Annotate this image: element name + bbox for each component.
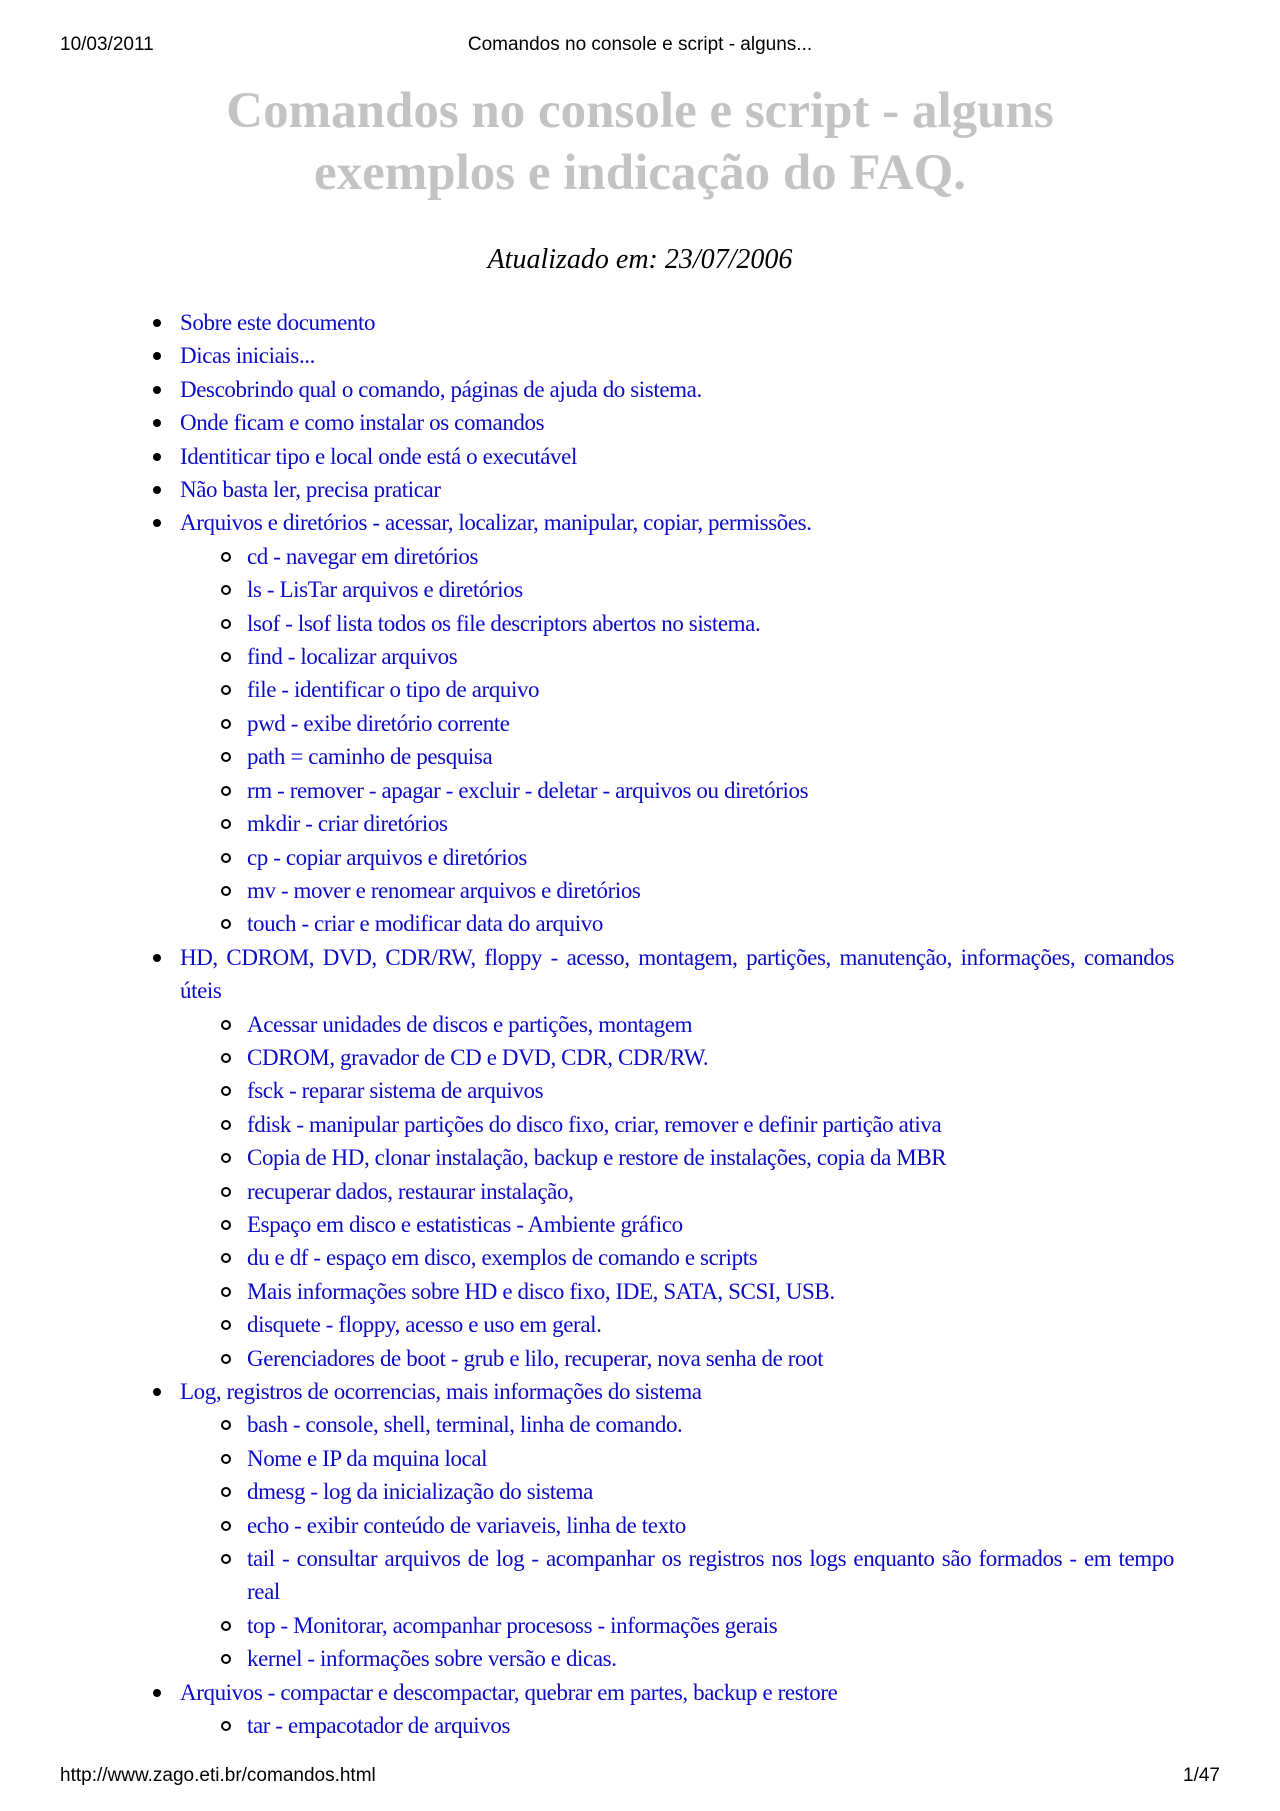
toc-link-text: cp - copiar arquivos e diretórios <box>247 844 527 870</box>
bullet-disc-icon <box>153 352 161 360</box>
bullet-circle-icon <box>221 1020 231 1030</box>
toc-link-text: Descobrindo qual o comando, páginas de ajuda do sistema. <box>180 376 702 402</box>
updated-date: Atualizado em: 23/07/2006 <box>487 244 793 275</box>
bullet-circle-icon <box>221 1153 231 1163</box>
bullet-circle-icon <box>221 1120 231 1130</box>
bullet-circle-icon <box>221 1621 231 1631</box>
toc-link-text: Copia de HD, clonar instalação, backup e restore de instalações, copia da MBR <box>247 1145 947 1171</box>
toc-sublink[interactable] <box>148 1108 1174 1141</box>
toc-sublink[interactable] <box>148 1141 1174 1174</box>
bullet-circle-icon <box>221 619 231 629</box>
toc-link-text: dmesg - log da inicialização do sistema <box>247 1479 593 1505</box>
bullet-circle-icon <box>221 1487 231 1497</box>
toc-sublink[interactable] <box>148 874 1174 907</box>
bullet-circle-icon <box>221 1053 231 1063</box>
bullet-disc-icon <box>153 519 161 527</box>
toc-sublink[interactable] <box>148 1308 1174 1341</box>
bullet-circle-icon <box>221 1721 231 1731</box>
toc-link-text: Espaço em disco e estatisticas - Ambiente gráfico <box>247 1211 683 1237</box>
page-title-line-1: Comandos no console e script - alguns <box>226 83 1054 139</box>
toc-link-text: Arquivos - compactar e descompactar, quebrar em partes, backup e restore <box>180 1679 838 1705</box>
toc-sublink[interactable] <box>148 1175 1174 1208</box>
toc-link-text: file - identificar o tipo de arquivo <box>247 677 540 703</box>
toc-sublink[interactable] <box>148 1709 1174 1742</box>
toc-link-text: kernel - informações sobre versão e dicas. <box>247 1646 617 1672</box>
toc-sublink[interactable] <box>148 1475 1174 1508</box>
toc-link[interactable] <box>148 1676 1174 1709</box>
bullet-circle-icon <box>221 552 231 562</box>
toc-sublink[interactable] <box>148 1542 1174 1609</box>
toc-sublink[interactable] <box>148 774 1174 807</box>
toc-link-text: Gerenciadores de boot - grub e lilo, recuperar, nova senha de root <box>247 1345 824 1371</box>
toc-link-text: CDROM, gravador de CD e DVD, CDR, CDR/RW. <box>247 1044 709 1070</box>
bullet-disc-icon <box>153 386 161 394</box>
bullet-circle-icon <box>221 752 231 762</box>
bullet-circle-icon <box>221 685 231 695</box>
bullet-disc-icon <box>153 1388 161 1396</box>
toc-link-text: mv - mover e renomear arquivos e diretórios <box>247 877 641 903</box>
toc-link-text: Acessar unidades de discos e partições, montagem <box>247 1011 693 1037</box>
toc-link-text: touch - criar e modificar data do arquivo <box>247 911 603 937</box>
toc-link-text: path = caminho de pesquisa <box>247 744 493 770</box>
toc-link[interactable] <box>148 440 1174 473</box>
toc-sublink[interactable] <box>148 1442 1174 1475</box>
bullet-disc-icon <box>153 954 161 962</box>
bullet-circle-icon <box>221 1253 231 1263</box>
bullet-circle-icon <box>221 1320 231 1330</box>
bullet-circle-icon <box>221 585 231 595</box>
toc-sublink[interactable] <box>148 673 1174 706</box>
toc-link-text: Sobre este documento <box>180 310 376 335</box>
toc-link-text: Nome e IP da mquina local <box>247 1445 488 1471</box>
toc-link[interactable] <box>148 1375 1174 1408</box>
toc-sublink[interactable] <box>148 1074 1174 1107</box>
toc-sublink[interactable] <box>148 1008 1174 1041</box>
print-page-number: 1/47 <box>1183 1765 1220 1786</box>
toc-link-text: Mais informações sobre HD e disco fixo, IDE, SATA, SCSI, USB. <box>247 1278 835 1304</box>
bullet-circle-icon <box>221 1554 231 1564</box>
toc-link-text: ls - LisTar arquivos e diretórios <box>247 577 523 603</box>
toc-link-text: cd - navegar em diretórios <box>247 543 478 569</box>
bullet-circle-icon <box>221 1521 231 1531</box>
toc-link[interactable] <box>148 373 1174 406</box>
toc-link[interactable] <box>148 473 1174 506</box>
toc-sublink[interactable] <box>148 1041 1174 1074</box>
toc-sublink[interactable] <box>148 807 1174 840</box>
toc-link-text: echo - exibir conteúdo de variaveis, linha de texto <box>247 1512 686 1538</box>
bullet-circle-icon <box>221 652 231 662</box>
toc-sublink[interactable] <box>148 1642 1174 1675</box>
toc-sublink[interactable] <box>148 1509 1174 1542</box>
bullet-circle-icon <box>221 819 231 829</box>
toc-sublink[interactable] <box>148 1241 1174 1274</box>
bullet-circle-icon <box>221 1354 231 1364</box>
toc-link[interactable] <box>148 306 1174 339</box>
toc-link-text: du e df - espaço em disco, exemplos de comando e scripts <box>247 1245 758 1271</box>
print-footer-url: http://www.zago.eti.br/comandos.html <box>60 1765 376 1786</box>
toc-link-text: tar - empacotador de arquivos <box>247 1713 511 1739</box>
print-header-title: Comandos no console e script - alguns... <box>467 34 813 55</box>
toc-link-text: find - localizar arquivos <box>247 644 458 670</box>
toc-link-text: Dicas iniciais... <box>180 343 315 369</box>
toc-link[interactable] <box>148 941 1174 1008</box>
toc-sublink[interactable] <box>148 907 1174 940</box>
toc-link-text: tail - consultar arquivos de log - acompanhar os registros nos logs enquanto são formados - em tempo real <box>247 1546 1174 1605</box>
bullet-circle-icon <box>221 1086 231 1096</box>
toc-link-text: top - Monitorar, acompanhar procesoss - informações gerais <box>247 1612 778 1638</box>
toc-link-text: disquete - floppy, acesso e uso em geral. <box>247 1312 602 1338</box>
toc-sublink[interactable] <box>148 1408 1174 1441</box>
toc-sublink[interactable] <box>148 1342 1174 1375</box>
bullet-circle-icon <box>221 1220 231 1230</box>
bullet-circle-icon <box>221 1187 231 1197</box>
bullet-circle-icon <box>221 1287 231 1297</box>
toc-link-text: fdisk - manipular partições do disco fixo, criar, remover e definir partição ativa <box>247 1111 942 1137</box>
toc-sublink[interactable] <box>148 1275 1174 1308</box>
toc-link[interactable] <box>148 339 1174 372</box>
page-title-line-2: exemplos e indicação do FAQ. <box>313 145 967 201</box>
toc-link[interactable] <box>148 406 1174 439</box>
bullet-disc-icon <box>153 419 161 427</box>
bullet-disc-icon <box>153 1689 161 1697</box>
toc-link[interactable] <box>148 506 1174 539</box>
toc-link-text: HD, CDROM, DVD, CDR/RW, floppy - acesso, montagem, partições, manutenção, informações, comandos úteis <box>180 944 1174 1004</box>
bullet-disc-icon <box>153 453 161 461</box>
toc-sublink[interactable] <box>148 540 1174 573</box>
toc-sublink[interactable] <box>148 1609 1174 1642</box>
toc-sublink[interactable] <box>148 740 1174 773</box>
toc-link-text: rm - remover - apagar - excluir - deletar - arquivos ou diretórios <box>247 777 809 803</box>
bullet-circle-icon <box>221 853 231 863</box>
bullet-disc-icon <box>153 319 161 327</box>
toc-link-text: bash - console, shell, terminal, linha de comando. <box>247 1412 683 1438</box>
toc-sublink[interactable] <box>148 707 1174 740</box>
bullet-disc-icon <box>153 486 161 494</box>
bullet-circle-icon <box>221 886 231 896</box>
toc-link-text: Arquivos e diretórios - acessar, localizar, manipular, copiar, permissões. <box>180 510 812 536</box>
toc-link-text: fsck - reparar sistema de arquivos <box>247 1078 544 1104</box>
toc-sublink[interactable] <box>148 573 1174 606</box>
page-title <box>200 80 1080 204</box>
toc-link-text: pwd - exibe diretório corrente <box>247 710 510 736</box>
bullet-circle-icon <box>221 1420 231 1430</box>
toc-link-text: Identiticar tipo e local onde está o executável <box>180 443 577 469</box>
toc-link-text: mkdir - criar diretórios <box>247 811 448 837</box>
toc-link-text: Log, registros de ocorrencias, mais informações do sistema <box>180 1379 702 1404</box>
bullet-circle-icon <box>221 786 231 796</box>
toc-link-text: Onde ficam e como instalar os comandos <box>180 410 545 436</box>
toc-link-text: recuperar dados, restaurar instalação, <box>247 1178 574 1204</box>
bullet-circle-icon <box>221 719 231 729</box>
toc-link-text: Não basta ler, precisa praticar <box>180 477 441 503</box>
bullet-circle-icon <box>221 1654 231 1664</box>
bullet-circle-icon <box>221 919 231 929</box>
toc-link-text: lsof - lsof lista todos os file descriptors abertos no sistema. <box>247 610 761 636</box>
toc-sublink[interactable] <box>148 1208 1174 1241</box>
toc-sublink[interactable] <box>148 841 1174 874</box>
print-date: 10/03/2011 <box>60 34 154 55</box>
toc-sublink[interactable] <box>148 640 1174 673</box>
table-of-contents <box>148 306 1174 1742</box>
toc-sublink[interactable] <box>148 607 1174 640</box>
bullet-circle-icon <box>221 1454 231 1464</box>
